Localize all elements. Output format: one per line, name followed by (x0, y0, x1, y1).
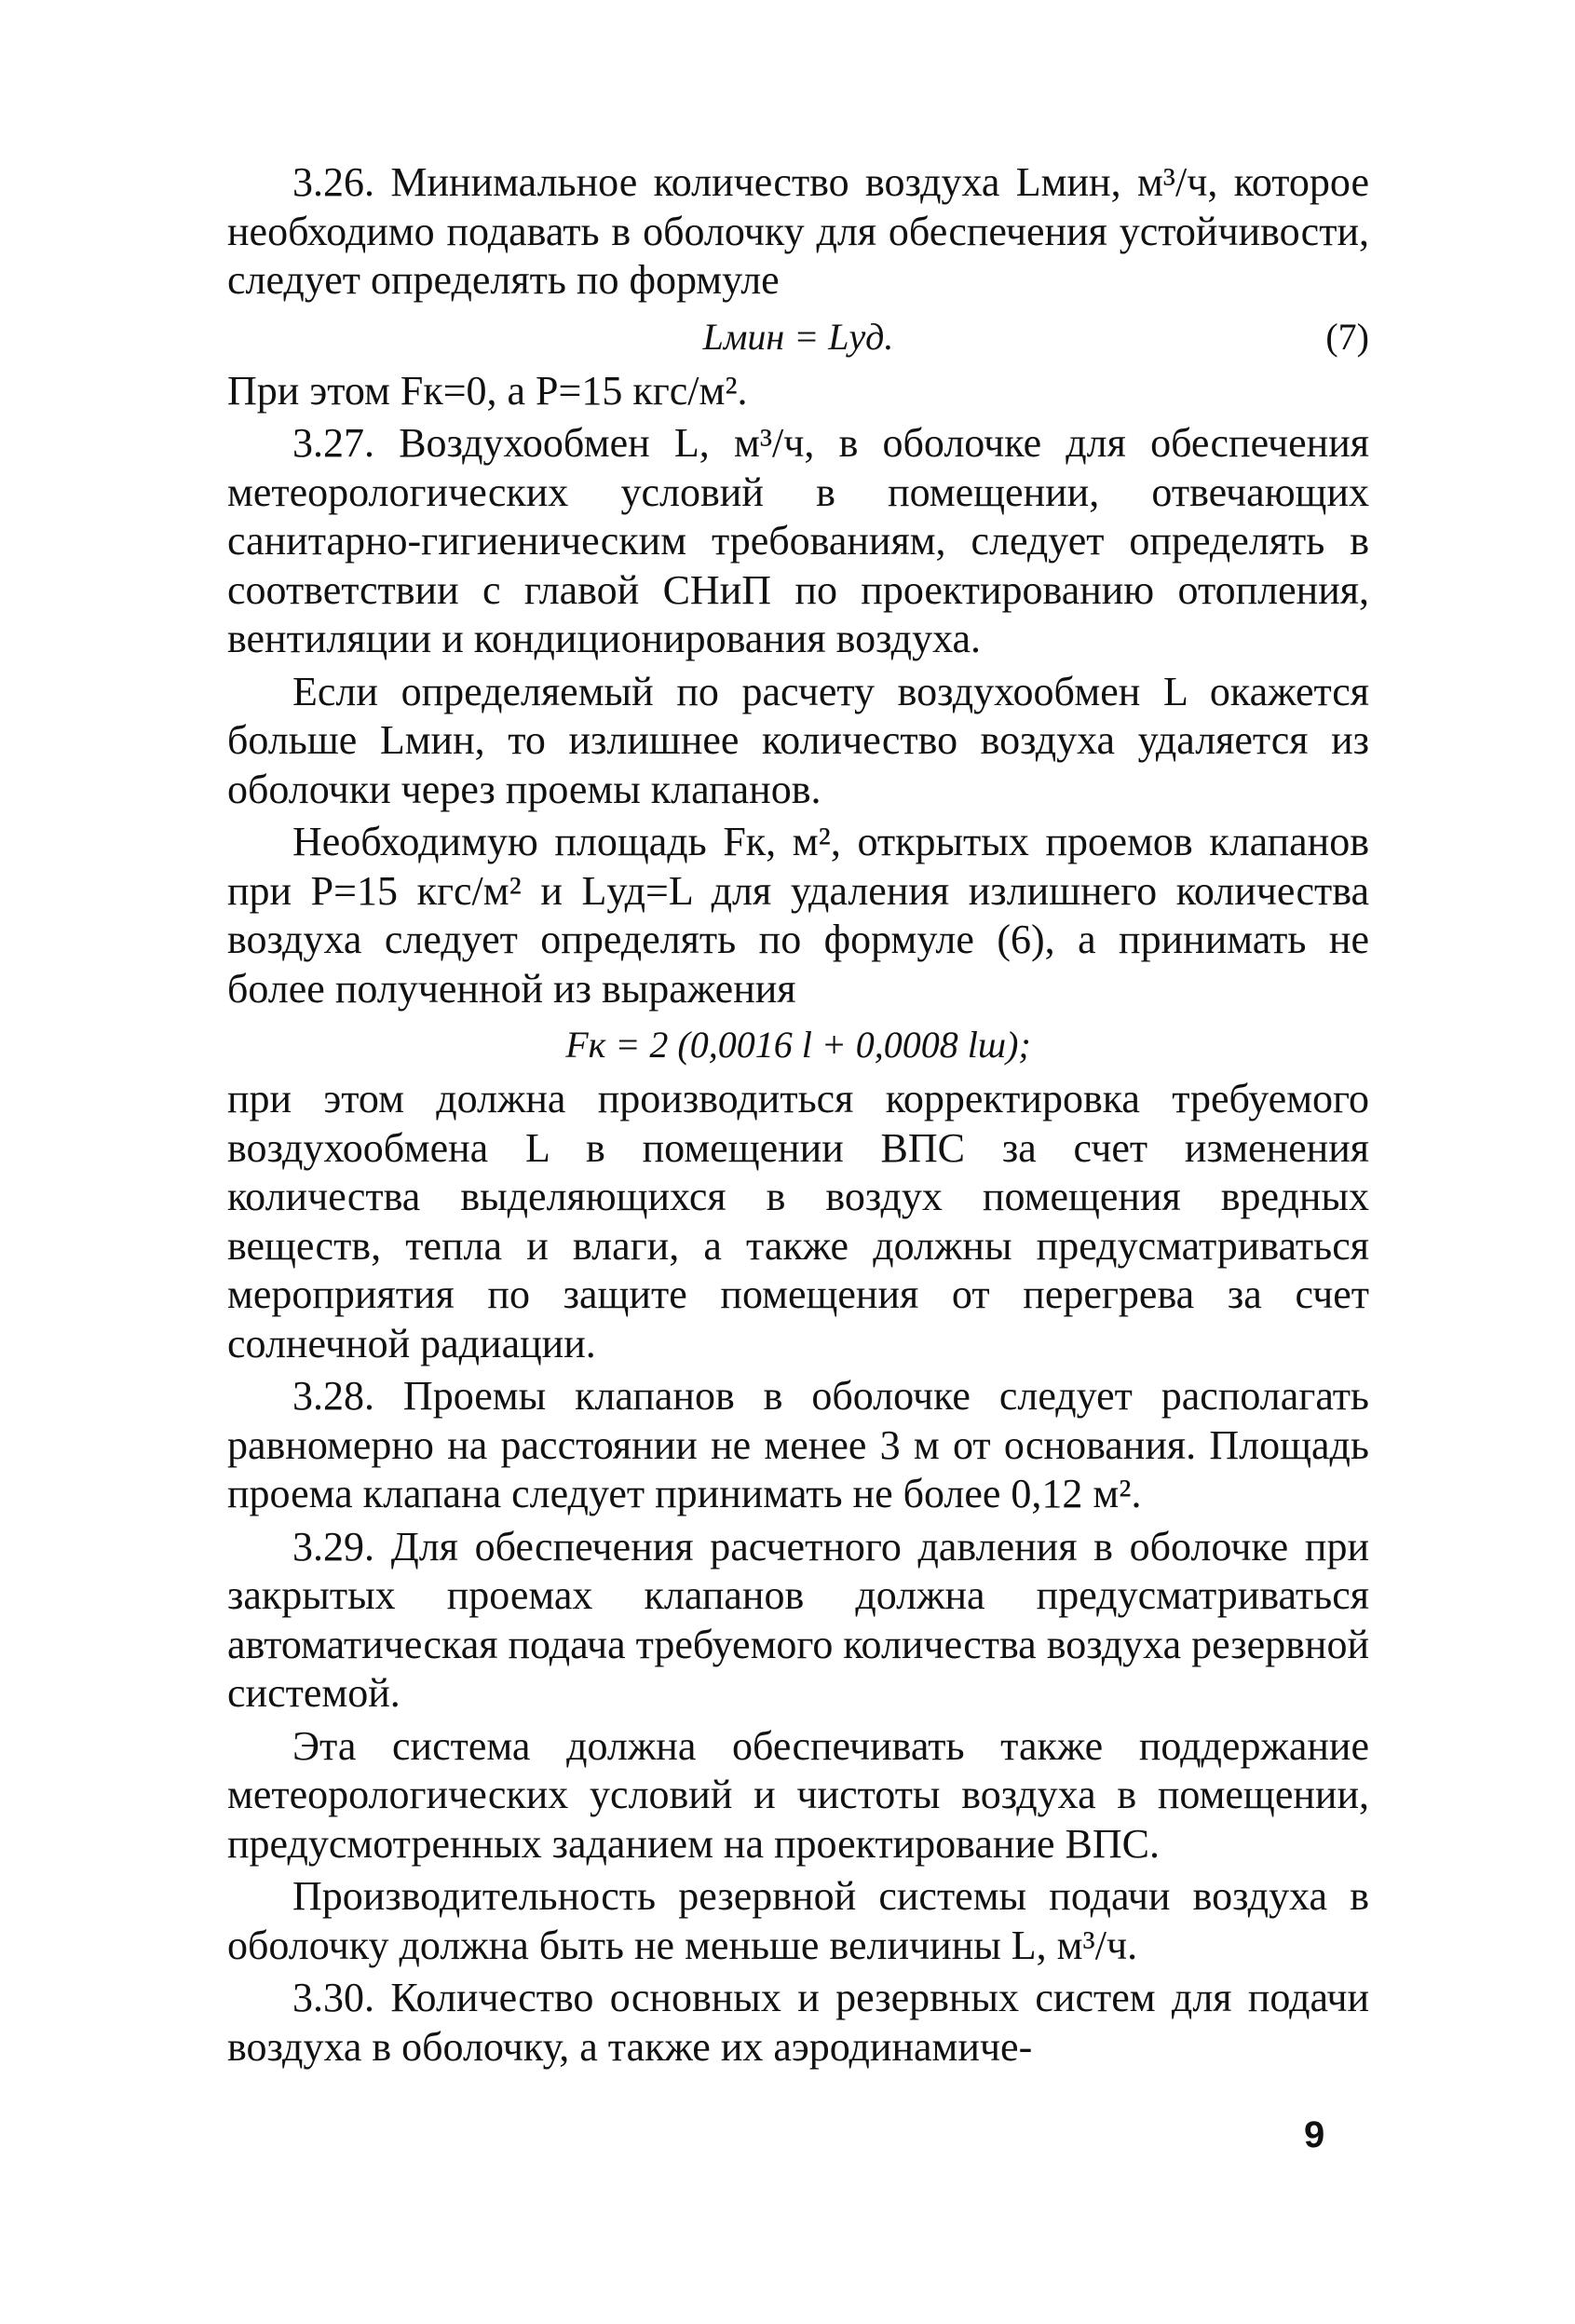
paragraph-conditions: При этом Fк=0, а P=15 кгс/м². (227, 367, 748, 414)
formula-valve-area: Fк = 2 (0,0016 l + 0,0008 lш); (565, 1024, 1031, 1066)
paragraph-excess-air: Если определяемый по расчету воздухообмен L окажется больше Lмин, то излишнее количество воздуха удаляется из оболочки через проемы клапанов. (227, 668, 1369, 812)
formula-7 (227, 309, 1369, 365)
paragraph-reserve-capacity: Производительность резервной системы подачи воздуха в оболочку должна быть не меньше величины L, м³/ч. (227, 1873, 1369, 1968)
page-number: 9 (1304, 2114, 1325, 2155)
paragraph-valve-area: Необходимую площадь Fк, м², открытых проемов клапанов при P=15 кгс/м² и Lуд=L для удаления излишнего количества воздуха следует определять по формуле (6), а принимать не более полученной из выражения (227, 819, 1369, 1012)
paragraph-3-28: 3.28. Проемы клапанов в оболочке следует располагать равномерно на расстоянии не менее 3 м от основания. Площадь проема клапана следует принимать не более 0,12 м². (227, 1373, 1369, 1516)
paragraph-3-29: 3.29. Для обеспечения расчетного давления в оболочке при закрытых проемах клапанов должна предусматриваться автоматическая подача требуемого количества воздуха резервной системой. (227, 1523, 1369, 1716)
paragraph-3-30: 3.30. Количество основных и резервных систем для подачи воздуха в оболочку, а также их аэродинамиче- (227, 1975, 1369, 2070)
formula-7-number: (7) (1325, 315, 1369, 358)
document-body (227, 158, 1369, 2072)
paragraph-correction: при этом должна производиться корректировка требуемого воздухообмена L в помещении ВПС за счет изменения количества выделяющихся в воздух помещения вредных веществ, тепла и влаги, а также должны предусматриваться мероприятия по защите помещения от перегрева за счет солнечной радиации. (227, 1076, 1369, 1366)
paragraph-3-27: 3.27. Воздухообмен L, м³/ч, в оболочке для обеспечения метеорологических условий в помещении, отвечающих санитарно-гигиеническим требованиям, следует определять в соответствии с главой СНиП по проектированию отопления, вентиляции и кондиционирования воздуха. (227, 420, 1369, 661)
paragraph-system-support: Эта система должна обеспечивать также поддержание метеорологических условий и чистоты воздуха в помещении, предусмотренных заданием на проектирование ВПС. (227, 1722, 1369, 1867)
paragraph-3-26: 3.26. Минимальное количество воздуха Lмин, м³/ч, которое необходимо подавать в оболочку для обеспечения устойчивости, следует определять по формуле (227, 159, 1369, 303)
formula-7-expression: Lмин = Lуд. (702, 315, 894, 358)
